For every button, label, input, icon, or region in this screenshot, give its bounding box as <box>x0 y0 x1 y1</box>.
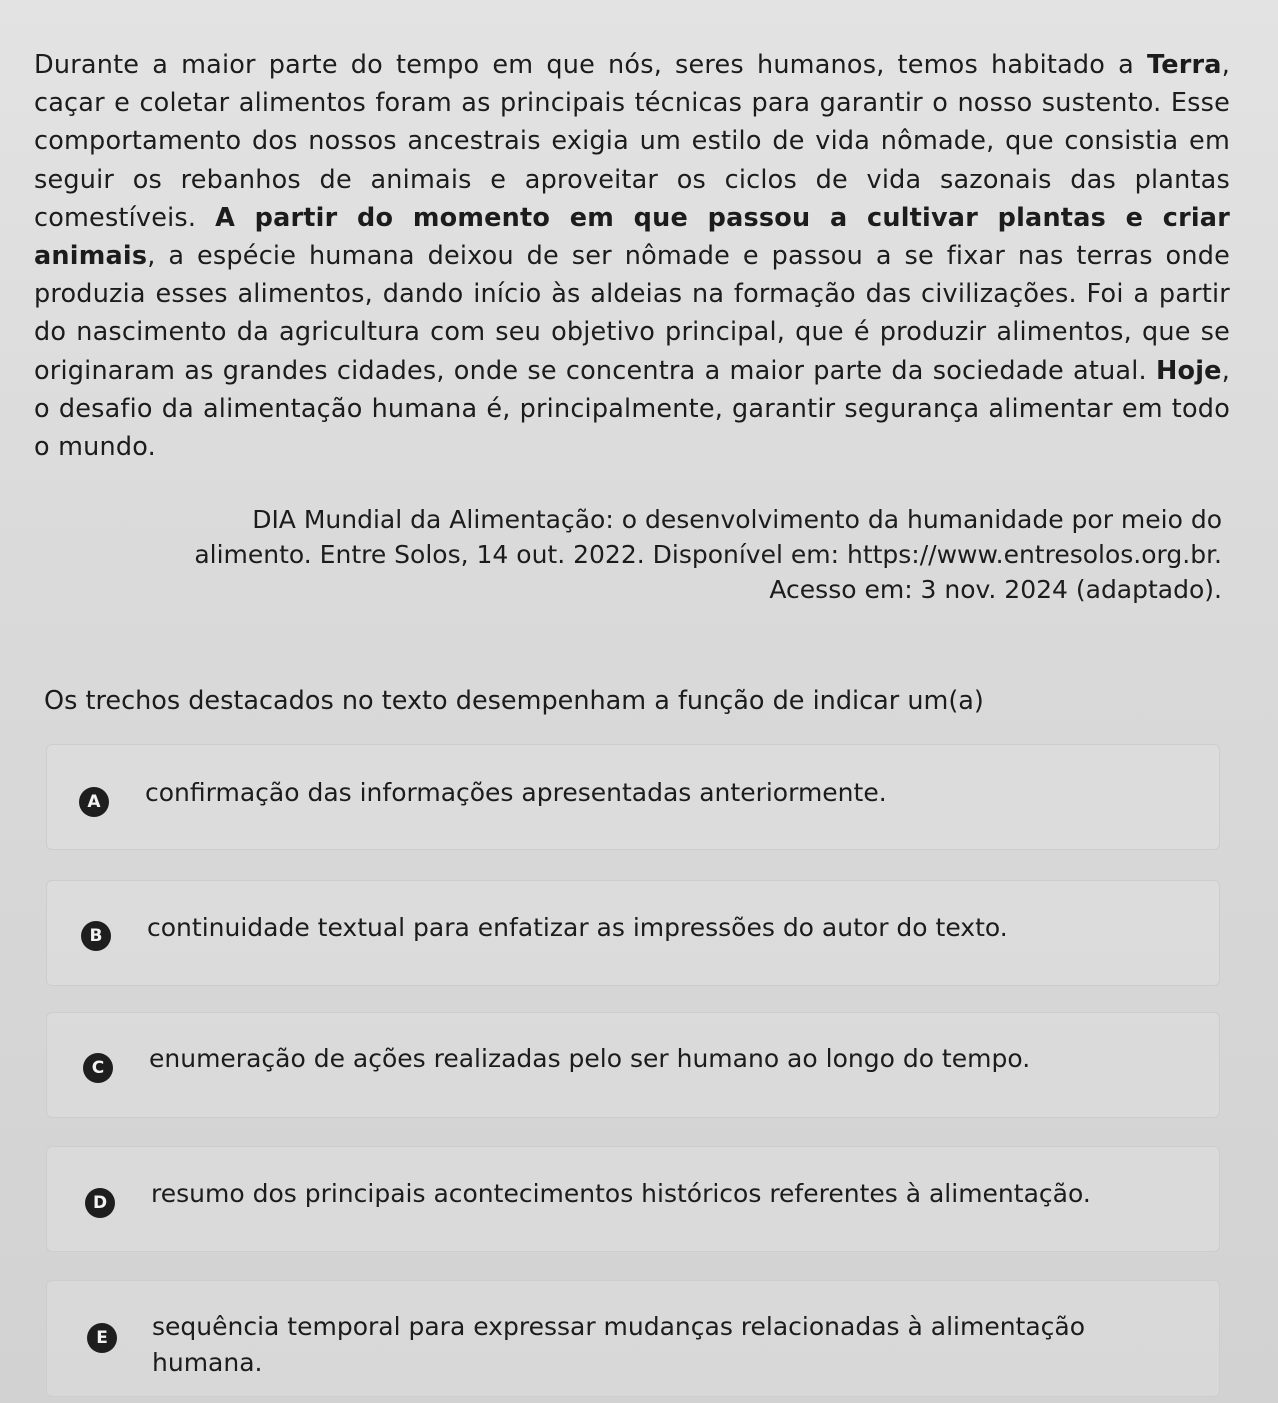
option-c-text: enumeração de ações realizadas pelo ser humano ao longo do tempo. <box>149 1044 1031 1073</box>
option-e[interactable] <box>46 1280 1220 1397</box>
source-citation <box>90 502 1222 607</box>
passage-text-4: , o desafio da alimentação humana é, principalmente, garantir segurança alimentar em todo o mundo. <box>34 355 1230 463</box>
citation-line-3: Acesso em: 3 nov. 2024 (adaptado). <box>769 575 1222 604</box>
option-d[interactable] <box>46 1146 1220 1252</box>
option-b[interactable] <box>46 880 1220 986</box>
option-a-badge: A <box>79 787 109 817</box>
passage-highlight-1: Terra <box>1147 50 1222 80</box>
passage-highlight-2: A partir do momento em que passou a cultivar plantas e criar animais <box>34 202 1230 272</box>
option-c-badge: C <box>83 1053 113 1083</box>
option-c[interactable] <box>46 1012 1220 1118</box>
question-stem: Os trechos destacados no texto desempenham a função de indicar um(a) <box>44 686 984 716</box>
option-a-text: confirmação das informações apresentadas anteriormente. <box>145 778 887 807</box>
option-b-badge: B <box>81 921 111 951</box>
passage-highlight-3: Hoje <box>1155 355 1222 386</box>
reading-passage <box>34 46 1230 466</box>
passage-text-3: , a espécie humana deixou de ser nômade e passou a se fixar nas terras onde produzia esses alimentos, dando início às aldeias na formação das civilizações. Foi a partir do nascimento da agricultura com seu objetivo principal, que é produzir alimentos, que se originaram as grandes cidades, onde se concentra a maior parte da sociedade atual. <box>34 241 1230 386</box>
option-e-text: sequência temporal para expressar mudanças relacionadas à alimentação humana. <box>152 1312 1086 1377</box>
passage-text-1: Durante a maior parte do tempo em que nós, seres humanos, temos habitado a <box>34 50 1148 80</box>
option-e-badge: E <box>87 1323 117 1353</box>
citation-line-1: DIA Mundial da Alimentação: o desenvolvimento da humanidade por meio do <box>252 505 1222 534</box>
passage-text-2: , caçar e coletar alimentos foram as principais técnicas para garantir o nosso sustento. Esse comportamento dos nossos ancestrais exigia um estilo de vida nômade, que consistia em seguir os rebanhos de animais e aproveitar os ciclos de vida sazonais das plantas comestíveis. <box>34 50 1230 233</box>
option-b-text: continuidade textual para enfatizar as impressões do autor do texto. <box>147 913 1008 942</box>
option-a[interactable] <box>46 744 1220 850</box>
citation-line-2: alimento. Entre Solos, 14 out. 2022. Disponível em: https://www.entresolos.org.br. <box>194 540 1222 569</box>
option-d-badge: D <box>85 1188 115 1218</box>
option-d-text: resumo dos principais acontecimentos históricos referentes à alimentação. <box>151 1179 1091 1208</box>
